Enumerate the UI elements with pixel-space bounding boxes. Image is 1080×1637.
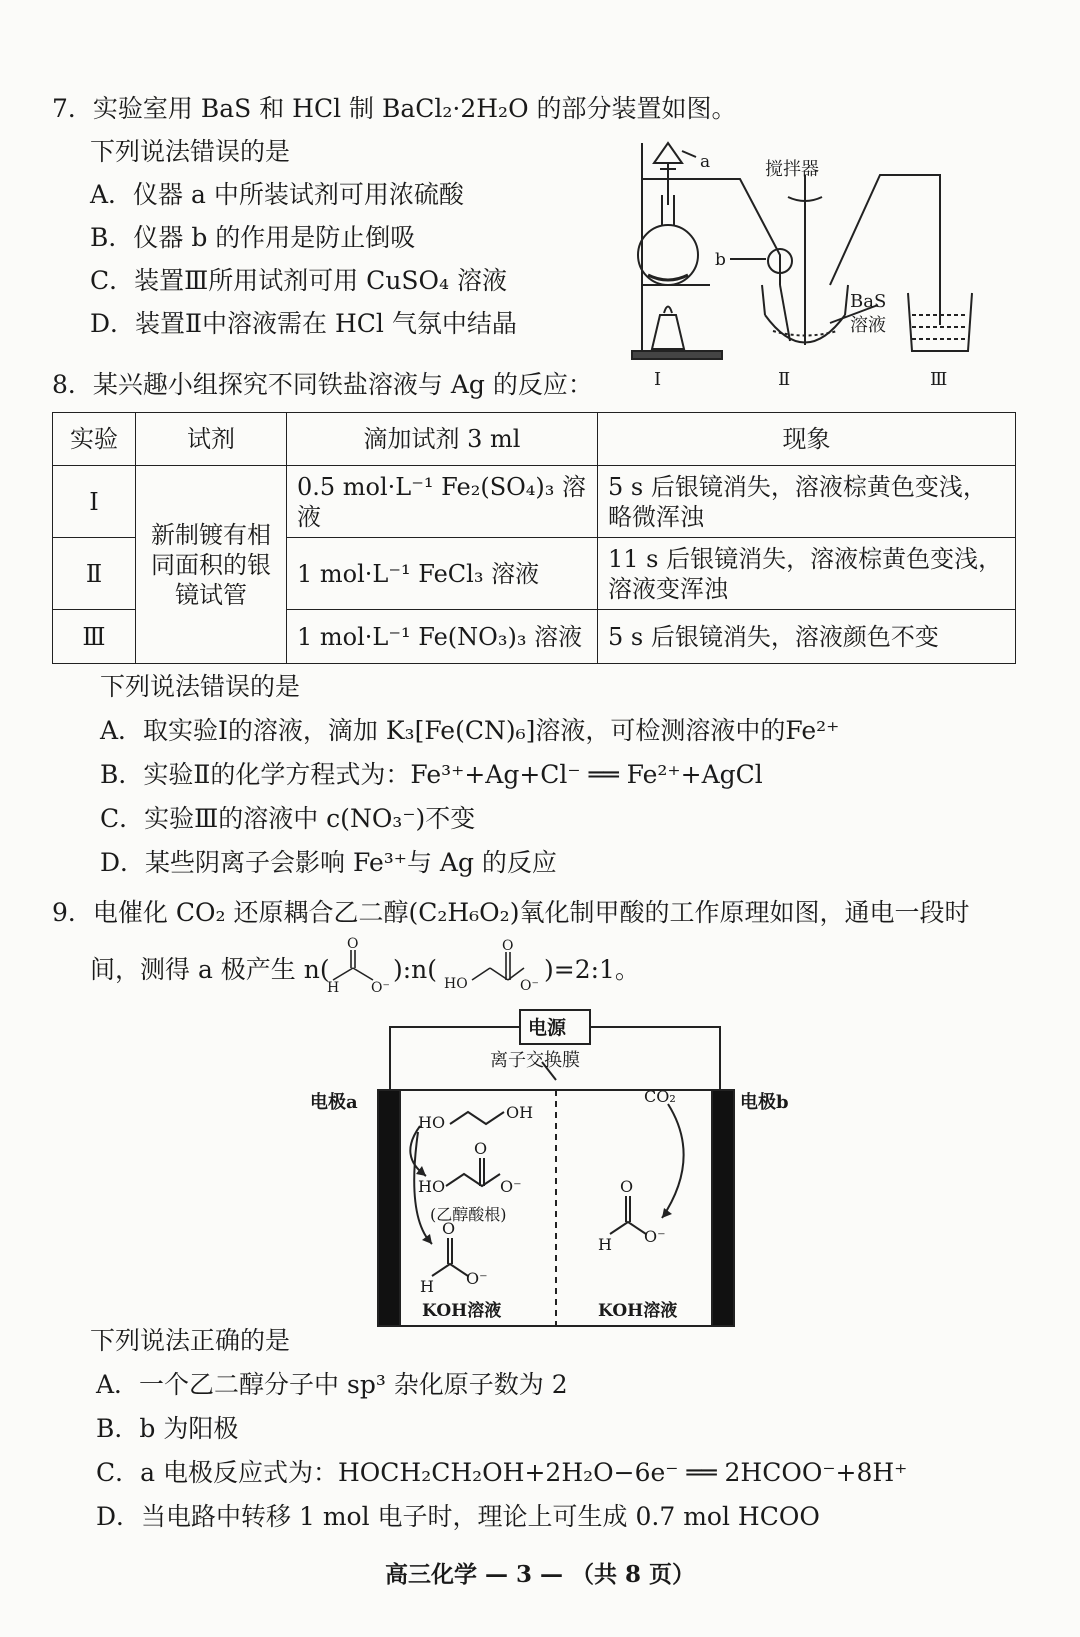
electrode-b-label: 电极b (740, 1092, 789, 1113)
q8-stem: 8．某兴趣小组探究不同铁盐溶液与 Ag 的反应： (52, 370, 593, 399)
q9-option-d: D．当电路中转移 1 mol 电子时，理论上可生成 0.7 mol HCOO (96, 1502, 820, 1531)
burner (652, 315, 684, 349)
glycolate-label: (乙醇酸根) (430, 1205, 507, 1224)
q8-option-b: B．实验Ⅱ的化学方程式为：Fe³⁺+Ag+Cl⁻ ══ Fe²⁺+AgCl (100, 760, 763, 789)
q9-option-a: A．一个乙二醇分子中 sp³ 杂化原子数为 2 (96, 1370, 568, 1399)
q7-stem: 7．实验室用 BaS 和 HCl 制 BaCl₂·2H₂O 的部分装置如图。 (52, 94, 737, 123)
q9-stem-part-c: )=2:1。 (544, 955, 640, 984)
row-added: 0.5 mol·L⁻¹ Fe₂(SO₄)₃ 溶液 (287, 466, 598, 538)
q9-stem: 9．电催化 CO₂ 还原耦合乙二醇(C₂H₆O₂)氧化制甲酸的工作原理如图，通电一段时 (52, 898, 970, 927)
row-phenomenon: 5 s 后银镜消失，溶液棕黄色变浅，略微浑浊 (598, 466, 1016, 538)
row-id: Ⅲ (53, 610, 136, 664)
row-phenomenon: 11 s 后银镜消失，溶液棕黄色变浅，溶液变浑浊 (598, 538, 1016, 610)
q9-stem-part-b: ):n( (393, 955, 438, 984)
glycolate-ominus-label: O⁻ (500, 1177, 522, 1196)
stand-base (632, 351, 722, 359)
membrane-label: 离子交换膜 (490, 1050, 580, 1071)
co2-label: CO₂ (644, 1087, 676, 1106)
glycolate-o-label: O (474, 1139, 488, 1158)
formate-right-ominus: O⁻ (644, 1227, 666, 1246)
right-solution-label: KOH溶液 (598, 1301, 678, 1321)
table-row (53, 466, 1016, 538)
header-experiment: 实验 (53, 413, 136, 466)
label-bas: BaS (850, 291, 887, 312)
formate-left-ominus: O⁻ (466, 1269, 488, 1288)
q9-electrolysis-figure (310, 1008, 800, 1328)
glycol-ho: HO (418, 1113, 446, 1132)
header-phenomenon: 现象 (598, 413, 1016, 466)
formate-right-h: H (598, 1235, 612, 1254)
formate-o: O (347, 936, 359, 952)
q8-option-c: C．实验Ⅲ的溶液中 c(NO₃⁻)不变 (100, 804, 476, 833)
formate-o-minus: O⁻ (371, 980, 390, 994)
formate-left-o: O (442, 1219, 456, 1238)
q8-option-a: A．取实验Ⅰ的溶液，滴加 K₃[Fe(CN)₆]溶液，可检测溶液中的Fe²⁺ (100, 716, 840, 745)
q8-option-d: D．某些阴离子会影响 Fe³⁺与 Ag 的反应 (100, 848, 557, 877)
page-footer: 高三化学 — 3 — （共 8 页） (384, 1561, 696, 1588)
formate-left-h: H (420, 1277, 434, 1296)
row-added: 1 mol·L⁻¹ Fe(NO₃)₃ 溶液 (287, 610, 598, 664)
electrode-b (712, 1090, 734, 1326)
left-solution-label: KOH溶液 (422, 1301, 502, 1321)
q7-apparatus-figure (630, 135, 1020, 397)
row-phenomenon: 5 s 后银镜消失，溶液颜色不变 (598, 610, 1016, 664)
q8-ask: 下列说法错误的是 (100, 672, 301, 701)
formate-structure-inline (323, 936, 395, 994)
formate-right-o: O (620, 1177, 634, 1196)
glycolate-structure-inline (440, 936, 544, 994)
wire-right (590, 1027, 720, 1090)
glycolate-o: O (502, 938, 514, 954)
q7-option-a: A．仪器 a 中所装试剂可用浓硫酸 (90, 180, 464, 209)
row-added: 1 mol·L⁻¹ FeCl₃ 溶液 (287, 538, 598, 610)
label-a: a (700, 152, 711, 172)
q9-option-b: B．b 为阳极 (96, 1414, 239, 1443)
power-label: 电源 (528, 1017, 567, 1039)
q7-option-b: B．仪器 b 的作用是防止倒吸 (90, 223, 416, 252)
funnel-a (654, 143, 682, 163)
glycolate-ho-label: HO (418, 1177, 446, 1196)
label-b: b (715, 250, 726, 270)
reagent-cell: 新制镀有相同面积的银镜试管 (136, 466, 287, 664)
q9-option-c: C．a 电极反应式为：HOCH₂CH₂OH+2H₂O−6e⁻ ══ 2HCOO⁻+8H⁺ (96, 1458, 908, 1487)
electrode-a-label: 电极a (310, 1092, 358, 1113)
row-id: Ⅱ (53, 538, 136, 610)
label-stirrer: 搅拌器 (765, 159, 819, 180)
table-header-row (53, 413, 1016, 466)
header-reagent: 试剂 (136, 413, 287, 466)
q9-stem-part-a: 间，测得 a 极产生 n( (90, 955, 330, 984)
label-I: Ⅰ (654, 369, 662, 390)
arrow-co2-to-formate (662, 1104, 684, 1218)
q7-ask: 下列说法错误的是 (90, 137, 291, 166)
q7-option-d: D．装置Ⅱ中溶液需在 HCl 气氛中结晶 (90, 309, 517, 338)
label-III: Ⅲ (930, 369, 948, 390)
q7-option-c: C．装置Ⅲ所用试剂可用 CuSO₄ 溶液 (90, 266, 508, 295)
label-bas-solution: 溶液 (850, 315, 886, 336)
label-II: Ⅱ (778, 369, 791, 390)
q9-ask: 下列说法正确的是 (90, 1326, 291, 1355)
q8-experiment-table (52, 412, 1016, 664)
glycol-oh: OH (506, 1103, 534, 1122)
round-flask (638, 225, 698, 285)
glycolate-o-minus: O⁻ (520, 978, 539, 994)
glycolate-ho: HO (444, 976, 468, 992)
electrode-a (378, 1090, 400, 1326)
row-id: Ⅰ (53, 466, 136, 538)
formate-h: H (327, 980, 340, 994)
header-added-reagent: 滴加试剂 3 ml (287, 413, 598, 466)
